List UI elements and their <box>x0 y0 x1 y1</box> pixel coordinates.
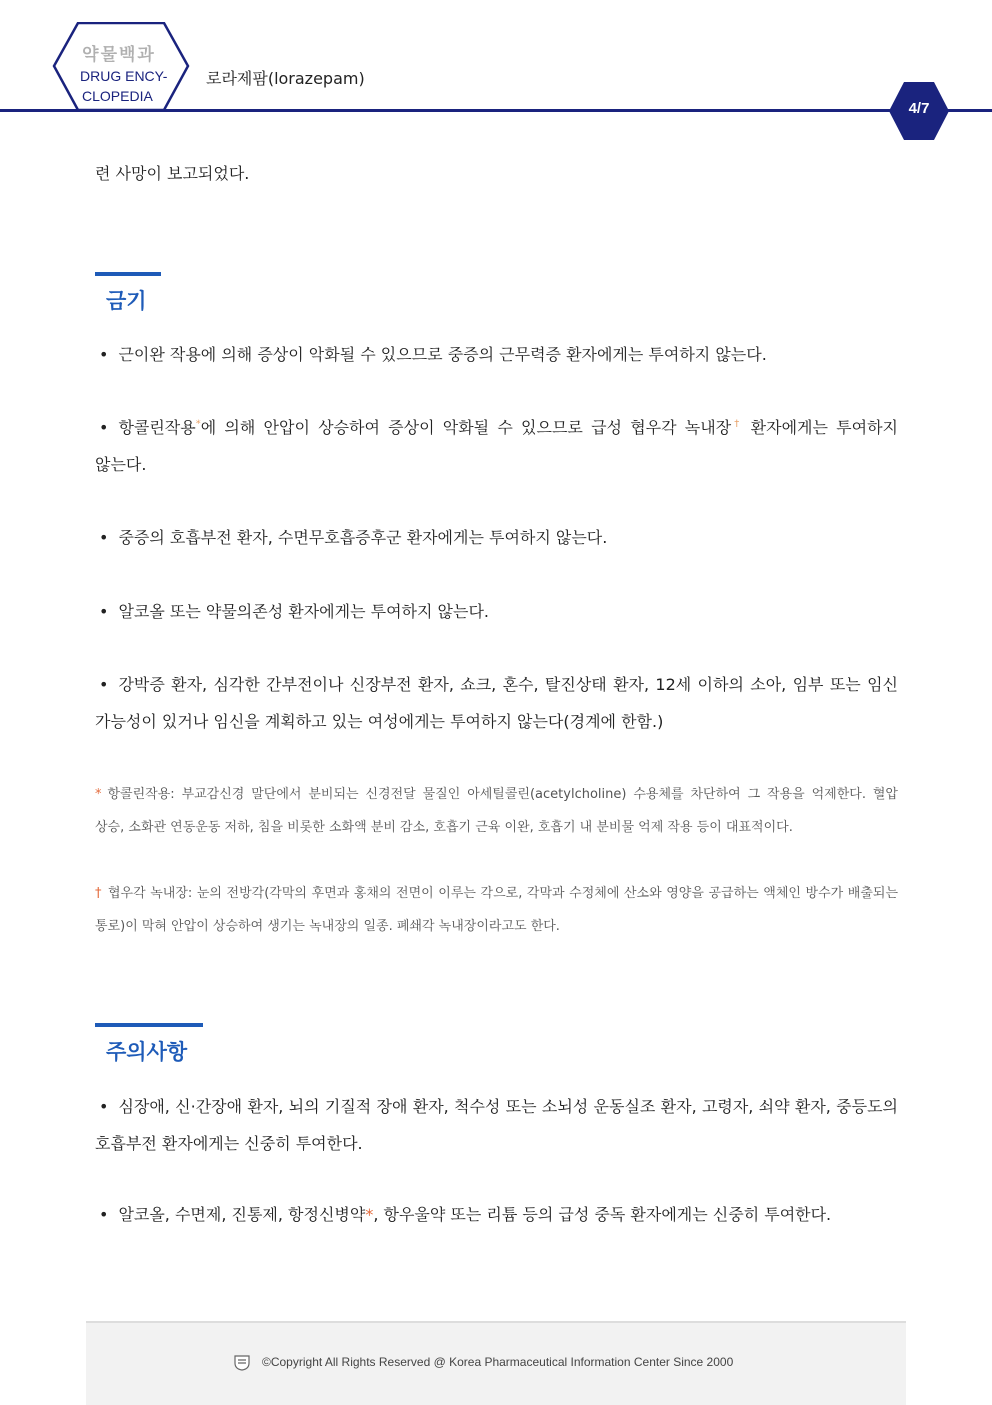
drug-title: 로라제팜(lorazepam) <box>206 69 365 88</box>
footnote-dagger-mark: † <box>731 418 743 430</box>
bullet: • <box>99 418 109 437</box>
logo-english-line2: CLOPEDIA <box>82 88 153 104</box>
page-footer <box>86 1321 906 1405</box>
contraindication-item: • 강박증 환자, 심각한 간부전이나 신장부전 환자, 쇼크, 혼수, 탈진상태 환자, 12세 이하의 소아, 임부 또는 임신 가능성이 있거나 임신을 계획하고 있는 여성에게는 투여하지 않는다(경계에 한함.) <box>95 675 898 731</box>
page-header <box>0 0 992 117</box>
bullet: • <box>99 1205 109 1224</box>
contraindication-item: • 중증의 호흡부전 환자, 수면무호흡증후군 환자에게는 투여하지 않는다. <box>99 528 608 547</box>
contraindication-item: • 항콜린작용*에 의해 안압이 상승하여 증상이 악화될 수 있으므로 급성 협우각 녹내장† 환자에게는 투여하지 않는다. <box>95 418 899 474</box>
section-bar-precautions <box>95 1023 203 1027</box>
bullet: • <box>99 345 109 364</box>
bullet: • <box>99 675 109 694</box>
intro-continuation-text: 련 사망이 보고되었다. <box>95 164 250 183</box>
logo-english-line1: DRUG ENCY- <box>80 68 168 84</box>
copyright-text: ©Copyright All Rights Reserved @ Korea Pharmaceutical Information Center Since 2000 <box>262 1355 734 1369</box>
logo-korean-text: 약물백과 <box>82 45 156 65</box>
bullet: • <box>99 1097 109 1116</box>
section-title-contraindications: 금기 <box>106 289 147 313</box>
precaution-item: • 심장애, 신·간장애 환자, 뇌의 기질적 장애 환자, 척수성 또는 소뇌성 운동실조 환자, 고령자, 쇠약 환자, 중등도의 호흡부전 환자에게는 신중히 투여한다. <box>95 1097 898 1153</box>
footnote-star-mark: * <box>195 418 201 430</box>
footnote-anticholinergic: * 항콜린작용: 부교감신경 말단에서 분비되는 신경전달 물질인 아세틸콜린(acetylcholine) 수용체를 차단하여 그 작용을 억제한다. 혈압 상승, 소화관 연동운동 저하, 침을 비롯한 소화액 분비 감소, 호흡기 근육 이완, 호흡기 내 분비물 억제 작용 등이 대표적이다. <box>95 787 898 835</box>
section-title-precautions: 주의사항 <box>106 1040 188 1064</box>
section-bar-contraindications <box>95 272 161 276</box>
contraindication-item: • 알코올 또는 약물의존성 환자에게는 투여하지 않는다. <box>99 602 489 621</box>
page-indicator: 4/7 <box>908 100 930 117</box>
footnote-glaucoma: † 협우각 녹내장: 눈의 전방각(각막의 후면과 홍채의 전면이 이루는 각으로, 각막과 수정체에 산소와 영양을 공급하는 액체인 방수가 배출되는 통로)이 막혀 안압이 상승하여 생기는 녹내장의 일종. 폐쇄각 녹내장이라고도 한다. <box>95 886 899 934</box>
footnote-dagger-mark: † <box>95 886 102 901</box>
kpic-emblem-icon <box>234 1354 250 1371</box>
header-divider <box>0 109 992 112</box>
drug-encyclopedia-logo <box>52 22 190 112</box>
footnote-star-mark: * <box>95 787 102 802</box>
footnote-star-mark: * <box>365 1205 374 1224</box>
precaution-item: • 알코올, 수면제, 진통제, 항정신병약*, 항우울약 또는 리튬 등의 급성 중독 환자에게는 신중히 투여한다. <box>99 1205 832 1224</box>
bullet: • <box>99 602 109 621</box>
bullet: • <box>99 528 109 547</box>
contraindication-item: • 근이완 작용에 의해 증상이 악화될 수 있으므로 중증의 근무력증 환자에게는 투여하지 않는다. <box>99 345 767 364</box>
